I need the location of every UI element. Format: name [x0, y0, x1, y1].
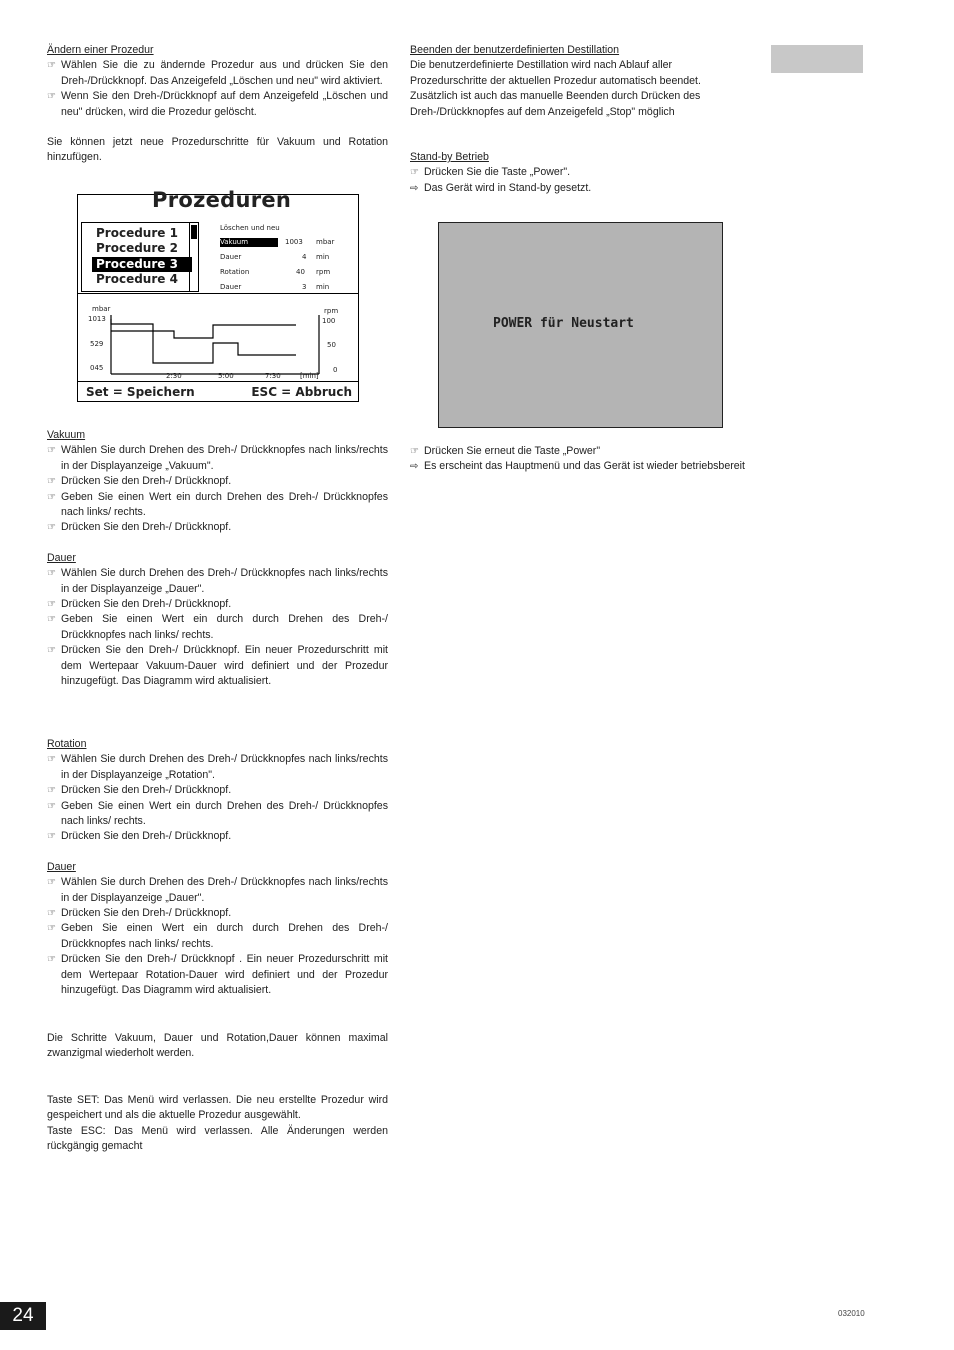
hand-icon: ☞: [47, 599, 56, 611]
section-tab: [771, 45, 863, 73]
hand-icon: ☞: [47, 831, 56, 843]
param-value: 1003: [285, 238, 303, 246]
list-item-text: Wählen Sie die zu ändernde Prozedur aus und drücken Sie den Dreh-/Drückknopf. Das Anzeigefeld „Löschen und neu" wird aktiviert.: [61, 59, 388, 87]
param-label: Dauer: [220, 253, 242, 261]
right-tick-bottom: 0: [333, 366, 338, 374]
arrow-right-icon: ⇨: [410, 182, 419, 194]
list-item-text: Drücken Sie den Dreh-/ Drückknopf.: [61, 907, 232, 920]
footer-esc[interactable]: ESC = Abbruch: [251, 384, 352, 399]
param-unit: mbar: [316, 238, 335, 246]
list-item-text: Drücken Sie den Dreh-/ Drückknopf.: [61, 475, 232, 488]
list-item: [47, 566, 388, 597]
param-label: Rotation: [220, 268, 250, 276]
arrow-right-icon: ⇨: [410, 461, 419, 473]
list-item: [47, 443, 388, 474]
footer-set[interactable]: Set = Speichern: [86, 384, 195, 399]
hand-icon: ☞: [47, 754, 56, 766]
param-unit: min: [316, 283, 330, 291]
left-tick-top: 1013: [88, 315, 106, 323]
list-item: [47, 89, 388, 120]
list-item-text: Geben Sie einen Wert ein durch durch Drehen des Dreh-/ Drückknopfes nach links/ rechts.: [61, 613, 388, 641]
list-item-text: Drücken Sie den Dreh-/ Drückknopf. Ein neuer Prozedurschritt mit dem Wertepaar Vakuum-Dauer wird definiert und der Prozedur hinzugefügt. Das Diagramm wird aktualisiert.: [61, 644, 388, 688]
param-label: Dauer: [220, 283, 242, 291]
left-column-rotation: [47, 737, 388, 999]
list-item-text: Wählen Sie durch Drehen des Dreh-/ Drückknopfes nach links/rechts in der Displayanzeige „Vakuum".: [61, 444, 388, 472]
right-column-after: [410, 444, 751, 475]
list-item: [47, 829, 388, 844]
list-item: [47, 906, 388, 921]
left-tick-mid: 529: [90, 340, 104, 348]
list-item-text: Geben Sie einen Wert ein durch durch Drehen des Dreh-/ Drückknopfes nach links/ rechts.: [61, 922, 388, 950]
intro-text: Sie können jetzt neue Prozedurschritte für Vakuum und Rotation hinzufügen.: [47, 136, 388, 164]
hand-icon: ☞: [47, 800, 56, 812]
beenden-heading: Beenden der benutzerdefinierten Destillation: [410, 44, 620, 56]
after-item-2: [410, 459, 751, 474]
left-tick-bottom: 045: [90, 364, 104, 372]
list-item-text: Geben Sie einen Wert ein durch Drehen des Dreh-/ Drückknopfes nach links/ rechts.: [61, 799, 388, 828]
param-unit: min: [316, 253, 330, 261]
hand-icon: ☞: [47, 60, 56, 72]
hand-icon: ☞: [47, 476, 56, 488]
hand-icon: ☞: [47, 614, 56, 626]
hand-icon: ☞: [47, 908, 56, 920]
left-axis-unit: mbar: [92, 305, 111, 313]
hand-icon: ☞: [47, 445, 56, 457]
list-item-text: Drücken Sie den Dreh-/ Drückknopf.: [61, 598, 232, 611]
standby-item-text: Drücken Sie die Taste „Power".: [424, 166, 571, 179]
list-item: [47, 58, 388, 89]
hand-icon: ☞: [410, 446, 419, 457]
list-item: [47, 520, 388, 535]
dauer2-heading: Dauer: [47, 860, 76, 873]
standby-heading: Stand-by Betrieb: [410, 151, 489, 164]
list-item: [47, 783, 388, 798]
param-value: 4: [302, 253, 307, 261]
list-item: [47, 921, 388, 952]
page-number: 24: [0, 1302, 46, 1330]
dauer2-list: [47, 875, 388, 998]
list-item: [47, 597, 388, 612]
rotation-list: [47, 752, 388, 844]
dauer1-heading: Dauer: [47, 551, 76, 564]
list-item-text: Wählen Sie durch Drehen des Dreh-/ Drückknopfes nach links/rechts in der Displayanzeige „Dauer".: [61, 876, 388, 904]
hand-icon: ☞: [47, 923, 56, 935]
beenden-text: Die benutzerdefinierte Destillation wird nach Ablauf aller Prozedurschritte der aktuellen Prozedur automatisch beendet. Zusätzlich ist auch das manuelle Beenden durch Drücken des Dreh-/Drückknopfes auf dem Anzeigefeld „Stop" möglich: [410, 59, 701, 118]
list-item: [47, 752, 388, 783]
standby-item-1: [410, 165, 751, 180]
taste-set-text: Taste SET: Das Menü wird verlassen. Die neu erstellte Prozedur wird gespeichert und als die aktuelle Prozedur ausgewählt.: [47, 1093, 388, 1122]
procedure-item-4[interactable]: Procedure 4: [96, 272, 178, 286]
prozeduren-display: [77, 188, 359, 402]
time-unit: [min]: [300, 372, 319, 380]
list-item: [47, 490, 388, 521]
left-column-lower: [47, 428, 388, 690]
procedure-item-3[interactable]: Procedure 3: [92, 257, 192, 272]
time-tick-3: 7:30: [265, 372, 281, 380]
list-item-text: Wenn Sie den Dreh-/Drückknopf auf dem Anzeigefeld „Löschen und neu" drücken, wird die Prozedur gelöscht.: [61, 90, 388, 118]
hand-icon: ☞: [47, 645, 56, 657]
right-tick-mid: 50: [327, 341, 336, 349]
list-item: [47, 474, 388, 489]
hand-icon: ☞: [47, 785, 56, 797]
list-item: [47, 875, 388, 906]
hand-icon: ☞: [47, 491, 56, 503]
list-item-text: Drücken Sie den Dreh-/ Drückknopf.: [61, 784, 232, 797]
right-tick-top: 100: [322, 317, 336, 325]
list-item: [47, 643, 388, 689]
list-item-text: Wählen Sie durch Drehen des Dreh-/ Drückknopfes nach links/rechts in der Displayanzeige „Rotation".: [61, 753, 388, 781]
doc-code: 032010: [838, 1309, 865, 1318]
time-tick-1: 2:30: [166, 372, 182, 380]
power-message: POWER für Neustart: [493, 316, 634, 331]
param-label: Vakuum: [220, 238, 278, 247]
list-item-text: Wählen Sie durch Drehen des Dreh-/ Drückknopfes nach links/rechts in der Displayanzeige „Dauer".: [61, 567, 388, 595]
procedure-item-1[interactable]: Procedure 1: [96, 226, 178, 240]
list-item-text: Geben Sie einen Wert ein durch Drehen des Dreh-/ Drückknopfes nach links/ rechts.: [61, 490, 388, 519]
left-column: [47, 43, 388, 166]
divider-bottom: [78, 381, 358, 382]
right-axis-unit: rpm: [324, 307, 339, 315]
list-item-text: Drücken Sie den Dreh-/ Drückknopf . Ein neuer Prozedurschritt mit dem Wertepaar Rotation-Dauer wird definiert und der Prozedur hinzugefügt. Das Diagramm wird aktualisiert.: [61, 953, 388, 997]
left-column-end: [47, 1031, 388, 1154]
hand-icon: ☞: [47, 877, 56, 889]
standby-item-2: [410, 181, 751, 196]
procedure-graph: [78, 188, 358, 401]
rotation-heading: Rotation: [47, 738, 87, 750]
param-value: 40: [296, 268, 305, 276]
hand-icon: ☞: [47, 522, 56, 534]
dauer1-list: [47, 566, 388, 689]
list-item: [47, 612, 388, 643]
standby-item-text: Das Gerät wird in Stand-by gesetzt.: [424, 181, 592, 194]
rotation-line: [111, 325, 296, 338]
hand-icon: ☞: [47, 568, 56, 580]
hand-icon: ☞: [47, 91, 56, 103]
aendern-heading: Ändern einer Prozedur: [47, 44, 154, 56]
list-item-text: Drücken Sie den Dreh-/ Drückknopf.: [61, 521, 232, 534]
schritte-text: Die Schritte Vakuum, Dauer und Rotation,Dauer können maximal zwanzigmal wiederholt werden.: [47, 1032, 388, 1060]
time-tick-2: 5:00: [218, 372, 234, 380]
list-item: [47, 799, 388, 830]
taste-esc-text: Taste ESC: Das Menü wird verlassen. Alle Änderungen werden rückgängig gemacht: [47, 1124, 388, 1153]
vakuum-list: [47, 443, 388, 535]
power-display: [438, 222, 723, 428]
procedure-item-2[interactable]: Procedure 2: [96, 241, 178, 255]
hand-icon: ☞: [410, 167, 419, 179]
after-item-text: Drücken Sie erneut die Taste „Power": [424, 445, 601, 457]
vakuum-heading: Vakuum: [47, 429, 86, 441]
after-item-text: Es erscheint das Hauptmenü und das Gerät ist wieder betriebsbereit: [424, 460, 745, 473]
list-item-text: Drücken Sie den Dreh-/ Drückknopf.: [61, 830, 232, 843]
loeschen-neu-label[interactable]: Löschen und neu: [220, 224, 280, 232]
after-item-1: [410, 444, 751, 459]
right-column: [410, 43, 751, 196]
param-value: 3: [302, 283, 307, 291]
hand-icon: ☞: [47, 954, 56, 966]
list-item: [47, 952, 388, 998]
param-unit: rpm: [316, 268, 331, 276]
lcd-title: Prozeduren: [152, 188, 292, 212]
aendern-list: [47, 58, 388, 120]
